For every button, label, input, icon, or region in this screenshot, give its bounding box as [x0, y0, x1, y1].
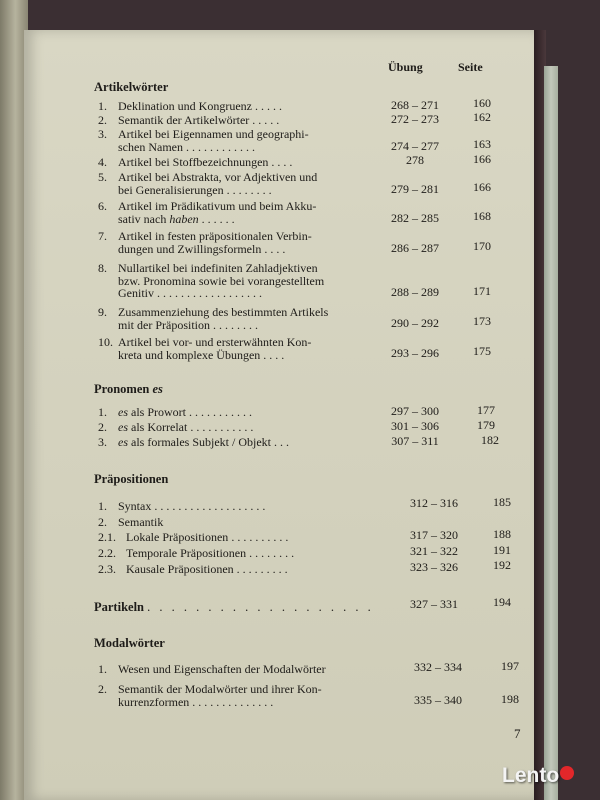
- watermark-logo: Lento: [502, 764, 574, 788]
- toc-entry: [98, 171, 376, 196]
- exercise-range: 323 – 326: [410, 560, 458, 574]
- entry-number: 5.: [98, 170, 107, 184]
- dot-leader: . . .: [273, 435, 289, 449]
- entry-number: 1.: [98, 499, 107, 513]
- page-ref: 198: [501, 692, 519, 706]
- entry-text: Artikel bei Eigennamen und geographi-: [118, 127, 309, 141]
- entry-text: mit der Präposition: [118, 317, 210, 332]
- dot-leader: . . . . . . . .: [226, 182, 272, 197]
- section-title-pronomen-es: Pronomen es: [94, 382, 163, 396]
- exercise-range: 317 – 320: [410, 528, 458, 542]
- exercise-range: 312 – 316: [410, 496, 458, 510]
- exercise-range: 327 – 331: [410, 597, 458, 611]
- entry-text-italic: haben: [169, 211, 199, 226]
- exercise-range: 307 – 311: [391, 434, 439, 448]
- col-header-seite: Seite: [458, 60, 483, 74]
- entry-text: Zusammenziehung des bestimmten Artikels: [118, 305, 329, 319]
- entry-number: 2.: [98, 515, 107, 529]
- section-title-artikelwoerter: Artikelwörter: [94, 80, 169, 94]
- dot-leader: . . . . . .: [201, 211, 235, 226]
- exercise-range: 293 – 296: [391, 346, 439, 360]
- page-ref: 197: [501, 659, 519, 673]
- dot-leader: . . . . . . . . . . . .: [185, 139, 255, 154]
- dot-leader: . . . . . . . . . . .: [190, 420, 254, 434]
- toc-entry: [98, 114, 376, 127]
- entry-text: dungen und Zwillingsformeln: [118, 241, 262, 256]
- entry-text-italic: es: [118, 405, 128, 419]
- toc-entry: [98, 230, 376, 255]
- entry-text: Genitiv: [118, 286, 154, 300]
- exercise-range: 332 – 334: [414, 660, 462, 674]
- entry-text: Semantik der Modalwörter und ihrer Kon-: [118, 682, 322, 696]
- entry-number: 7.: [98, 229, 107, 243]
- page-ref: 194: [493, 595, 511, 609]
- dot-leader: . . . .: [263, 347, 285, 362]
- page-ref: 179: [477, 418, 495, 432]
- dot-leader: . . . . . . . .: [249, 546, 295, 560]
- toc-entry: [98, 663, 408, 676]
- dot-leader: . . . . . . . . . .: [231, 530, 289, 544]
- dot-leader: . . . . . . . .: [213, 317, 258, 332]
- toc-entry: [98, 563, 376, 576]
- entry-text: Kausale Präpositionen: [126, 562, 234, 576]
- dot-leader: . . . . .: [254, 99, 282, 113]
- exercise-range: 288 – 289: [391, 285, 439, 299]
- entry-text-italic: es: [118, 435, 128, 449]
- exercise-range: 278: [406, 153, 424, 167]
- entry-number: 3.: [98, 435, 107, 449]
- toc-entry: [98, 531, 376, 544]
- watermark-dot-icon: [560, 766, 574, 780]
- entry-text: Artikel bei Abstrakta, vor Adjektiven und: [118, 170, 318, 184]
- entry-text: bzw. Pronomina sowie bei vorangestelltem: [118, 273, 325, 288]
- entry-text: als formales Subjekt / Objekt: [128, 435, 271, 449]
- entry-text: Semantik: [118, 515, 164, 529]
- page-ref: 171: [473, 284, 491, 298]
- exercise-range: 297 – 300: [391, 404, 439, 418]
- toc-entry: [98, 306, 376, 331]
- entry-number: 3.: [98, 127, 107, 141]
- entry-number: 1.: [98, 405, 107, 419]
- page-ref: 191: [493, 543, 511, 557]
- exercise-range: 335 – 340: [414, 693, 462, 707]
- entry-number: 2.: [98, 420, 107, 434]
- entry-text: Temporale Präpositionen: [126, 546, 247, 560]
- entry-text: Artikel bei Stoffbezeichnungen: [118, 155, 269, 169]
- exercise-range: 279 – 281: [391, 182, 439, 196]
- toc-entry: [98, 500, 376, 513]
- dot-leader: . . . .: [264, 241, 286, 256]
- section-title-modalwoerter: Modalwörter: [94, 636, 165, 650]
- entry-text: Lokale Präpositionen: [126, 530, 229, 544]
- exercise-range: 321 – 322: [410, 544, 458, 558]
- page-ref: 163: [473, 137, 491, 151]
- entry-number: 10.: [98, 335, 113, 349]
- exercise-range: 290 – 292: [391, 316, 439, 330]
- entry-text: als Korrelat: [128, 420, 188, 434]
- toc-entry: [98, 262, 376, 300]
- exercise-range: 274 – 277: [391, 139, 439, 153]
- page-ref: 168: [473, 209, 491, 223]
- page-ref: 162: [473, 110, 491, 124]
- toc-entry: [98, 436, 376, 449]
- page-ref: 182: [481, 433, 499, 447]
- entry-text: Wesen und Eigenschaften der Modalwörter: [118, 662, 326, 676]
- toc-entry: [98, 683, 408, 708]
- toc-entry: [98, 336, 376, 361]
- entry-number: 9.: [98, 305, 107, 319]
- toc-entry: [98, 100, 376, 113]
- entry-text: sativ nach: [118, 211, 170, 226]
- book-cover-strip: [544, 66, 558, 800]
- entry-text-italic: es: [118, 420, 128, 434]
- page-ref: 175: [473, 344, 491, 358]
- toc-entry: [98, 156, 376, 169]
- entry-text: kreta und komplexe Übungen: [118, 347, 261, 362]
- page-ref: 166: [473, 152, 491, 166]
- toc-entry: [98, 406, 376, 419]
- entry-number: 8.: [98, 261, 107, 275]
- entry-text: kurrenzformen: [118, 694, 190, 709]
- dot-leader: . . . . . . . . .: [236, 562, 288, 576]
- entry-text: Nullartikel bei indefiniten Zahladjektiven: [118, 261, 318, 275]
- toc-entry: [98, 516, 376, 529]
- page-ref: 166: [473, 180, 491, 194]
- section-title-partikeln: Partikeln . . . . . . . . . . . . . . . . . . .: [94, 600, 374, 614]
- entry-text: bei Generalisierungen: [118, 182, 224, 197]
- dot-leader: . . . . . . . . . . . . . . . . . .: [157, 286, 262, 300]
- entry-text: Semantik der Artikelwörter: [118, 113, 250, 127]
- page-ref: 188: [493, 527, 511, 541]
- page-ref: 170: [473, 239, 491, 253]
- entry-number: 2.: [98, 682, 107, 696]
- entry-number: 2.1.: [98, 530, 116, 544]
- toc-entry: [98, 547, 376, 560]
- entry-number: 4.: [98, 155, 107, 169]
- dot-leader: . . . . .: [252, 113, 280, 127]
- entry-text: Syntax: [118, 499, 152, 513]
- page-ref: 173: [473, 314, 491, 328]
- entry-number: 6.: [98, 199, 107, 213]
- dot-leader: . . . . . . . . . . . . . . . . . . .: [147, 600, 374, 614]
- page-ref: 185: [493, 495, 511, 509]
- section-title-praepositionen: Präpositionen: [94, 472, 169, 486]
- page-ref: 192: [493, 558, 511, 572]
- page-ref: 177: [477, 403, 495, 417]
- entry-text: schen Namen: [118, 139, 183, 154]
- entry-number: 2.3.: [98, 562, 116, 576]
- dot-leader: . . . . . . . . . . . . . .: [192, 694, 274, 709]
- entry-text: Artikel in festen präpositionalen Verbin-: [118, 229, 312, 243]
- entry-number: 2.: [98, 113, 107, 127]
- exercise-range: 272 – 273: [391, 112, 439, 126]
- entry-text: Deklination und Kongruenz: [118, 99, 252, 113]
- dot-leader: . . . . . . . . . . . . . . . . . . .: [154, 499, 266, 513]
- col-header-uebung: Übung: [388, 60, 423, 74]
- toc-entry: [98, 421, 376, 434]
- page-ref: 160: [473, 96, 491, 110]
- exercise-range: 282 – 285: [391, 211, 439, 225]
- entry-text: Artikel bei vor- und ersterwähnten Kon-: [118, 335, 312, 349]
- exercise-range: 301 – 306: [391, 419, 439, 433]
- entry-number: 1.: [98, 99, 107, 113]
- entry-number: 2.2.: [98, 546, 116, 560]
- dot-leader: . . . .: [271, 155, 293, 169]
- entry-number: 1.: [98, 662, 107, 676]
- toc-entry: [98, 128, 376, 153]
- exercise-range: 268 – 271: [391, 98, 439, 112]
- entry-text: als Prowort: [128, 405, 186, 419]
- dot-leader: . . . . . . . . . . .: [189, 405, 252, 419]
- toc-entry: [98, 200, 376, 225]
- exercise-range: 286 – 287: [391, 241, 439, 255]
- page-number: 7: [514, 726, 521, 741]
- entry-text: Artikel im Prädikativum und beim Akku-: [118, 199, 317, 213]
